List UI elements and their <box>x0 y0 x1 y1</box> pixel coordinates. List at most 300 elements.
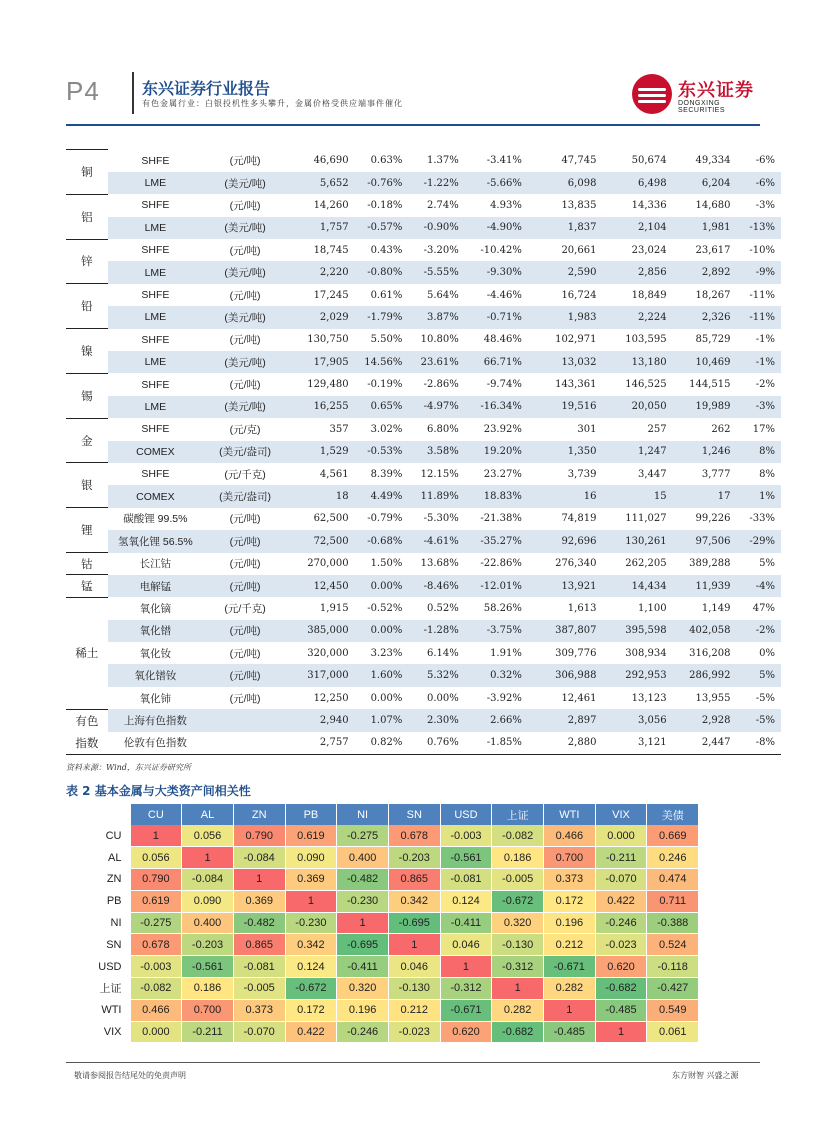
row-label: 上证 <box>88 978 130 1000</box>
exchange-label: 碳酸锂 99.5% <box>123 513 188 526</box>
value-cell: 97,506 <box>673 530 737 552</box>
value-cell: 6,204 <box>673 172 737 194</box>
value-cell: -8% <box>737 732 781 754</box>
table-row <box>66 194 781 216</box>
correlation-cell: 1 <box>337 912 389 934</box>
value-cell: -0.52% <box>367 603 403 614</box>
value-cell: 320,000 <box>307 647 349 659</box>
exchange-label: SHFE <box>141 468 170 481</box>
value-cell: -5.66% <box>465 172 528 194</box>
table-row <box>66 642 781 664</box>
value-cell: 66.71% <box>465 351 528 373</box>
row-label: VIX <box>88 1021 130 1043</box>
value-cell: 111,027 <box>625 513 667 525</box>
value-cell: 2,029 <box>287 306 354 328</box>
value-cell: 1,350 <box>528 441 603 463</box>
table-row <box>66 284 781 306</box>
value-cell: 309,776 <box>555 647 597 659</box>
correlation-cell: 0.056 <box>182 825 234 847</box>
value-cell: 18.83% <box>465 485 528 507</box>
value-cell: 3.58% <box>408 441 464 463</box>
correlation-cell: 1 <box>182 847 234 869</box>
correlation-cell: -0.388 <box>647 912 699 934</box>
column-header: VIX <box>595 804 647 825</box>
value-cell: 102,971 <box>555 334 597 346</box>
value-cell: 0.32% <box>465 664 528 686</box>
value-cell: 270,000 <box>307 558 349 570</box>
value-cell: 23.27% <box>483 468 522 480</box>
correlation-cell: 0.678 <box>130 934 182 956</box>
value-cell: -4.61% <box>408 530 464 552</box>
value-cell: -0.68% <box>355 530 409 552</box>
value-cell: 16,724 <box>561 289 597 301</box>
value-cell: 1,149 <box>701 603 731 614</box>
value-cell: 3.87% <box>408 306 464 328</box>
table-row <box>88 934 699 956</box>
metal-name: 铜 <box>66 150 108 195</box>
column-header: USD <box>440 804 492 825</box>
value-cell: -2.86% <box>423 379 459 391</box>
correlation-cell: -0.070 <box>233 1021 285 1043</box>
column-header: NI <box>337 804 389 825</box>
table-row <box>88 890 699 912</box>
value-cell: -0.71% <box>465 306 528 328</box>
value-cell: 0.00% <box>427 692 459 704</box>
table-row <box>66 217 781 239</box>
value-cell: 6,098 <box>528 172 603 194</box>
value-cell: -0.53% <box>355 441 409 463</box>
table-row <box>66 441 781 463</box>
exchange-label: 氢氧化锂 56.5% <box>108 530 203 552</box>
value-cell: 8.39% <box>370 468 403 480</box>
value-cell: 1.50% <box>370 558 403 570</box>
unit-label: (元/吨) <box>229 647 261 660</box>
correlation-cell: 0.212 <box>388 999 440 1021</box>
unit-label: (美元/盎司) <box>203 441 287 463</box>
table-row <box>66 597 781 619</box>
unit-label: (元/吨) <box>229 692 261 705</box>
metal-name: 有色 <box>66 709 108 731</box>
value-cell: -4.90% <box>465 217 528 239</box>
exchange-label: COMEX <box>108 441 203 463</box>
correlation-cell: -0.485 <box>595 999 647 1021</box>
value-cell: -3.20% <box>423 244 459 256</box>
value-cell: 129,480 <box>307 379 349 391</box>
correlation-cell: 0.373 <box>233 999 285 1021</box>
value-cell: 72,500 <box>287 530 354 552</box>
correlation-cell: 0.474 <box>647 869 699 891</box>
correlation-cell: -0.084 <box>233 847 285 869</box>
correlation-cell: -0.023 <box>595 934 647 956</box>
unit-label: (元/吨) <box>203 575 287 597</box>
correlation-cell: 0.711 <box>647 890 699 912</box>
value-cell: 146,525 <box>625 379 667 391</box>
correlation-cell: -0.023 <box>388 1021 440 1043</box>
unit-label: (美元/盎司) <box>203 485 287 507</box>
correlation-cell: 0.369 <box>285 869 337 891</box>
value-cell: 15 <box>602 485 672 507</box>
value-cell: 19,989 <box>673 396 737 418</box>
exchange-label: SHFE <box>141 244 170 257</box>
correlation-cell: 0.172 <box>285 999 337 1021</box>
correlation-cell: -0.203 <box>182 934 234 956</box>
value-cell: 3.02% <box>370 423 403 435</box>
value-cell: 2,326 <box>673 306 737 328</box>
value-cell: 14,260 <box>313 199 349 211</box>
correlation-cell: 0.046 <box>388 956 440 978</box>
value-cell: 262,205 <box>625 558 667 570</box>
logo-english: DONGXING SECURITIES <box>678 100 726 114</box>
correlation-cell: -0.082 <box>130 978 182 1000</box>
table-row <box>88 912 699 934</box>
value-cell: 357 <box>329 423 349 435</box>
unit-label: (元/吨) <box>229 513 261 526</box>
report-subtitle: 有色金属行业：白银投机性多头攀升，金属价格受供应端事件催化 <box>142 99 403 108</box>
metal-name: 稀土 <box>66 597 108 709</box>
table-row <box>66 530 781 552</box>
table-row <box>66 485 781 507</box>
correlation-cell: 0.186 <box>492 847 544 869</box>
value-cell: 2,880 <box>528 732 603 754</box>
footer-slogan: 东方财智 兴盛之源 <box>672 1071 739 1080</box>
value-cell: 8% <box>759 468 775 480</box>
value-cell: 2,224 <box>602 306 672 328</box>
value-cell: 306,988 <box>528 664 603 686</box>
value-cell: 395,598 <box>602 620 672 642</box>
exchange-label: SHFE <box>141 378 170 391</box>
row-label: NI <box>88 912 130 934</box>
unit-label: (美元/吨) <box>203 351 287 373</box>
unit-label: (元/吨) <box>203 664 287 686</box>
correlation-cell: 0.700 <box>182 999 234 1021</box>
value-cell: 3,447 <box>637 468 667 480</box>
exchange-label: 长江钴 <box>139 558 172 571</box>
correlation-cell: 1 <box>285 890 337 912</box>
value-cell: 2,856 <box>602 261 672 283</box>
value-cell: 13,921 <box>528 575 603 597</box>
value-cell: 13,032 <box>528 351 603 373</box>
value-cell: 11.89% <box>408 485 464 507</box>
value-cell: -29% <box>737 530 781 552</box>
unit-label: (元/吨) <box>229 155 261 168</box>
value-cell: 14,434 <box>602 575 672 597</box>
metal-name: 钴 <box>66 553 108 575</box>
correlation-cell: -0.312 <box>440 978 492 1000</box>
row-label: AL <box>88 847 130 869</box>
correlation-cell: 0.865 <box>388 869 440 891</box>
value-cell: -4.46% <box>486 289 522 301</box>
correlation-cell: 0.865 <box>233 934 285 956</box>
correlation-cell: -0.003 <box>130 956 182 978</box>
correlation-cell: 0.422 <box>285 1021 337 1043</box>
column-header: ZN <box>233 804 285 825</box>
value-cell: 23,024 <box>631 244 667 256</box>
exchange-label: 氧化钕 <box>139 647 172 660</box>
value-cell: -0.18% <box>367 199 403 211</box>
value-cell: 0.63% <box>370 155 403 167</box>
correlation-cell: -0.682 <box>492 1021 544 1043</box>
value-cell: -9.30% <box>465 261 528 283</box>
correlation-cell: 0.620 <box>595 956 647 978</box>
table-row <box>88 869 699 891</box>
exchange-label: LME <box>108 261 203 283</box>
value-cell: 14.56% <box>355 351 409 373</box>
value-cell: -21.38% <box>480 513 522 525</box>
correlation-cell: -0.695 <box>388 912 440 934</box>
value-cell: 3,739 <box>567 468 597 480</box>
correlation-cell: -0.485 <box>544 1021 596 1043</box>
value-cell: 387,807 <box>528 620 603 642</box>
correlation-cell: -0.411 <box>337 956 389 978</box>
value-cell: 262 <box>711 423 731 435</box>
exchange-label: SHFE <box>141 199 170 212</box>
value-cell: 316,208 <box>689 647 731 659</box>
value-cell: 17% <box>752 423 775 435</box>
value-cell: -6% <box>755 155 775 167</box>
correlation-cell: 0.196 <box>544 912 596 934</box>
correlation-cell: 0.619 <box>285 825 337 847</box>
value-cell: 3.23% <box>370 647 403 659</box>
footer-rule <box>66 1062 760 1063</box>
correlation-cell: -0.203 <box>388 847 440 869</box>
table-row <box>66 150 781 172</box>
correlation-cell: -0.275 <box>337 825 389 847</box>
exchange-label: LME <box>108 396 203 418</box>
correlation-cell: -0.312 <box>492 956 544 978</box>
metal-price-table <box>66 149 781 755</box>
metal-name: 锡 <box>66 373 108 418</box>
value-cell: 1,613 <box>567 603 597 614</box>
column-header: SN <box>388 804 440 825</box>
unit-label: (美元/吨) <box>203 396 287 418</box>
value-cell: 276,340 <box>555 558 597 570</box>
unit-label <box>203 709 287 731</box>
correlation-cell: 1 <box>130 825 182 847</box>
exchange-label: SHFE <box>141 154 170 167</box>
value-cell: 6.14% <box>427 647 459 659</box>
value-cell: 10,469 <box>673 351 737 373</box>
table-row <box>66 620 781 642</box>
correlation-cell: -0.118 <box>647 956 699 978</box>
correlation-cell: 0.549 <box>647 999 699 1021</box>
source-note: 资料来源：Wind，东兴证券研究所 <box>66 763 191 772</box>
value-cell: -11% <box>749 289 775 301</box>
value-cell: 5,652 <box>287 172 354 194</box>
value-cell: 17 <box>673 485 737 507</box>
value-cell: 1,983 <box>528 306 603 328</box>
value-cell: 2,220 <box>287 261 354 283</box>
correlation-cell: -0.275 <box>130 912 182 934</box>
value-cell: 2,892 <box>673 261 737 283</box>
value-cell: -10% <box>749 244 775 256</box>
value-cell: 4.93% <box>490 199 522 211</box>
value-cell: 0.00% <box>355 620 409 642</box>
value-cell: 19,516 <box>528 396 603 418</box>
value-cell: -4% <box>737 575 781 597</box>
value-cell: 99,226 <box>695 513 731 525</box>
value-cell: 2,447 <box>673 732 737 754</box>
table-row <box>66 172 781 194</box>
correlation-cell: -0.211 <box>182 1021 234 1043</box>
correlation-cell: -0.682 <box>595 978 647 1000</box>
value-cell: 1% <box>737 485 781 507</box>
correlation-cell: -0.246 <box>595 912 647 934</box>
unit-label: (元/吨) <box>229 244 261 257</box>
value-cell: -2% <box>737 620 781 642</box>
correlation-cell: -0.427 <box>647 978 699 1000</box>
correlation-cell: 0.320 <box>492 912 544 934</box>
value-cell: 17,905 <box>287 351 354 373</box>
table-row <box>66 508 781 530</box>
correlation-cell: 0.342 <box>388 890 440 912</box>
value-cell: 130,261 <box>602 530 672 552</box>
value-cell: 12,250 <box>313 692 349 704</box>
value-cell: 1.60% <box>355 664 409 686</box>
correlation-cell: 0.000 <box>595 825 647 847</box>
value-cell: 143,361 <box>555 379 597 391</box>
value-cell: 16 <box>528 485 603 507</box>
value-cell: -1% <box>737 351 781 373</box>
value-cell: 103,595 <box>625 334 667 346</box>
value-cell: 0.61% <box>370 289 403 301</box>
correlation-cell: 0.400 <box>182 912 234 934</box>
value-cell: 3,777 <box>701 468 731 480</box>
correlation-cell: 0.090 <box>182 890 234 912</box>
value-cell: 1.37% <box>427 155 459 167</box>
correlation-cell: 0.669 <box>647 825 699 847</box>
value-cell: 292,953 <box>602 664 672 686</box>
value-cell: -3.75% <box>465 620 528 642</box>
correlation-cell: 0.678 <box>388 825 440 847</box>
value-cell: 2,940 <box>287 709 354 731</box>
value-cell: 0% <box>759 647 775 659</box>
correlation-cell: 0.046 <box>440 934 492 956</box>
value-cell: 3,121 <box>602 732 672 754</box>
value-cell: 257 <box>647 423 667 435</box>
correlation-cell: 0.790 <box>130 869 182 891</box>
value-cell: 0.76% <box>408 732 464 754</box>
table-row <box>88 978 699 1000</box>
value-cell: 0.43% <box>370 244 403 256</box>
metal-name: 锌 <box>66 239 108 284</box>
correlation-cell: 1 <box>233 869 285 891</box>
unit-label: (美元/吨) <box>203 172 287 194</box>
exchange-label: SHFE <box>141 333 170 346</box>
correlation-cell: 0.342 <box>285 934 337 956</box>
value-cell: -5% <box>755 692 775 704</box>
value-cell: -6% <box>737 172 781 194</box>
value-cell: 20,050 <box>602 396 672 418</box>
value-cell: 14,680 <box>695 199 731 211</box>
value-cell: 19.20% <box>465 441 528 463</box>
unit-label: (元/吨) <box>203 620 287 642</box>
value-cell: 3,056 <box>602 709 672 731</box>
value-cell: 2,897 <box>528 709 603 731</box>
unit-label: (元/吨) <box>229 558 261 571</box>
value-cell: 1.91% <box>490 647 522 659</box>
value-cell: 49,334 <box>695 155 731 167</box>
value-cell: 0.00% <box>370 692 403 704</box>
value-cell: 12,450 <box>287 575 354 597</box>
value-cell: 402,058 <box>673 620 737 642</box>
correlation-cell: -0.672 <box>285 978 337 1000</box>
table-row <box>66 553 781 575</box>
value-cell: 13,835 <box>561 199 597 211</box>
table-row <box>66 351 781 373</box>
correlation-cell: 1 <box>388 934 440 956</box>
value-cell: -1% <box>755 334 775 346</box>
page-number: P4 <box>66 76 100 106</box>
value-cell: 1,757 <box>287 217 354 239</box>
value-cell: 5.32% <box>408 664 464 686</box>
value-cell: 385,000 <box>287 620 354 642</box>
value-cell: -16.34% <box>465 396 528 418</box>
correlation-cell: -0.482 <box>233 912 285 934</box>
value-cell: 389,288 <box>689 558 731 570</box>
value-cell: 301 <box>577 423 597 435</box>
exchange-label: LME <box>108 172 203 194</box>
table-row <box>66 418 781 440</box>
logo-emblem-icon <box>632 74 672 114</box>
value-cell: 14,336 <box>631 199 667 211</box>
value-cell: -0.79% <box>367 513 403 525</box>
value-cell: 4,561 <box>319 468 349 480</box>
value-cell: 1.07% <box>355 709 409 731</box>
value-cell: 13,180 <box>602 351 672 373</box>
correlation-cell: 0.212 <box>544 934 596 956</box>
column-header: 上证 <box>492 804 544 825</box>
unit-label: (美元/吨) <box>203 217 287 239</box>
row-label: WTI <box>88 999 130 1021</box>
metal-name: 锰 <box>66 575 108 597</box>
value-cell: 2,757 <box>287 732 354 754</box>
correlation-cell: 0.620 <box>440 1021 492 1043</box>
correlation-cell: -0.082 <box>492 825 544 847</box>
table-row <box>66 687 781 709</box>
value-cell: -10.42% <box>480 244 522 256</box>
correlation-cell: -0.671 <box>544 956 596 978</box>
value-cell: 85,729 <box>695 334 731 346</box>
value-cell: 23.61% <box>408 351 464 373</box>
correlation-cell: 0.320 <box>337 978 389 1000</box>
value-cell: 92,696 <box>528 530 603 552</box>
value-cell: -5.30% <box>423 513 459 525</box>
correlation-cell: -0.230 <box>285 912 337 934</box>
value-cell: 6.80% <box>427 423 459 435</box>
value-cell: 0.00% <box>355 575 409 597</box>
correlation-cell: 0.056 <box>130 847 182 869</box>
value-cell: 6,498 <box>602 172 672 194</box>
correlation-cell: -0.130 <box>388 978 440 1000</box>
logo-name: 东兴证券 <box>678 80 754 101</box>
correlation-cell: 0.124 <box>440 890 492 912</box>
unit-label: (美元/吨) <box>203 261 287 283</box>
unit-label: (美元/吨) <box>203 306 287 328</box>
value-cell: -11% <box>737 306 781 328</box>
correlation-table <box>88 804 699 1043</box>
correlation-cell: -0.246 <box>337 1021 389 1043</box>
value-cell: 2.30% <box>408 709 464 731</box>
value-cell: 317,000 <box>287 664 354 686</box>
unit-label <box>203 732 287 754</box>
value-cell: 17,245 <box>313 289 349 301</box>
value-cell: 308,934 <box>625 647 667 659</box>
exchange-label: 上海有色指数 <box>108 709 203 731</box>
row-label: PB <box>88 890 130 912</box>
exchange-label: 氧化铈 <box>139 692 172 705</box>
value-cell: -35.27% <box>465 530 528 552</box>
correlation-cell: 1 <box>595 1021 647 1043</box>
